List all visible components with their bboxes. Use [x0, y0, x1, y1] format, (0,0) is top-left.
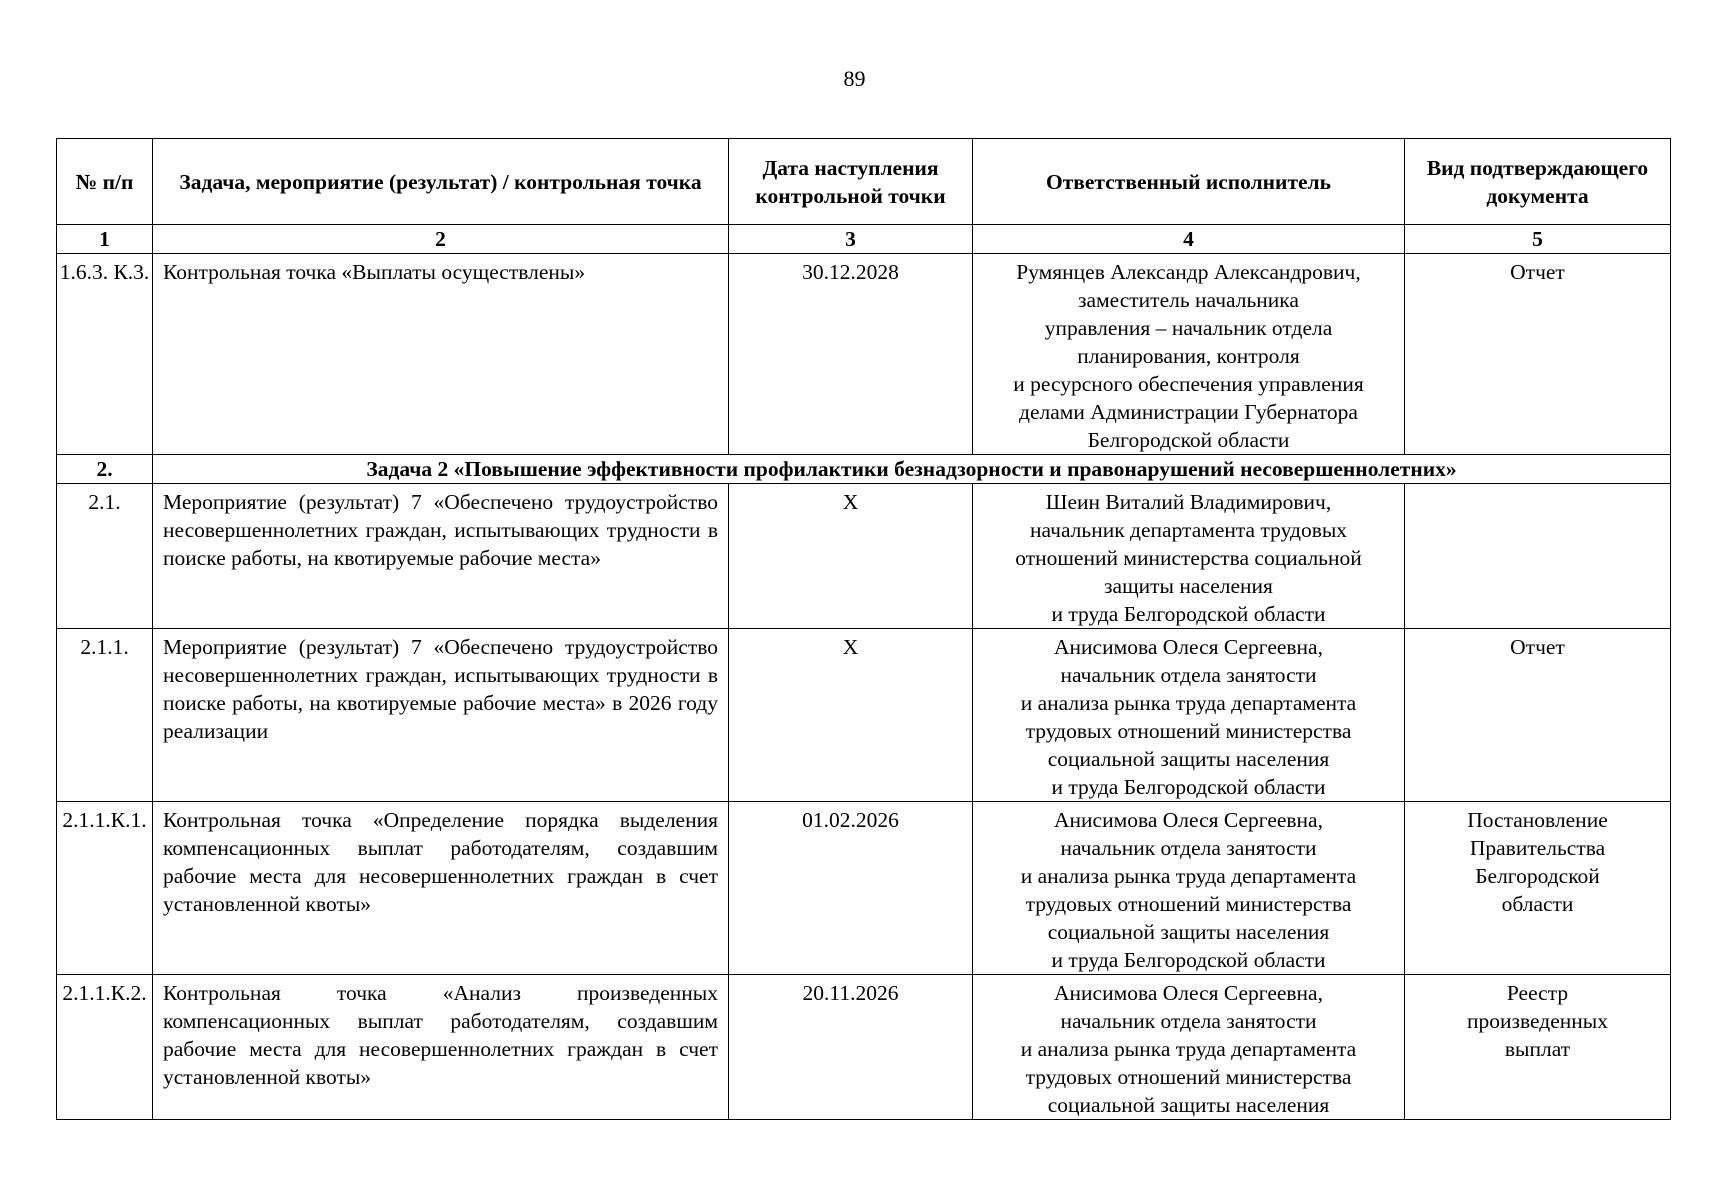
- table-row: [57, 484, 1671, 629]
- task-row: [57, 455, 1671, 484]
- row-doc-type: Отчет: [1405, 254, 1671, 455]
- row-task: Мероприятие (результат) 7 «Обеспечено трудоустройство несовершеннолетних граждан, испытывающих трудности в поиске работы, на квотируемые рабочие места»: [153, 484, 729, 629]
- row-executor: Анисимова Олеся Сергеевна, начальник отдела занятости и анализа рынка труда департамента трудовых отношений министерства социальной защиты населения и труда Белгородской области: [973, 629, 1405, 802]
- row-doc-type: Реестр произведенных выплат: [1405, 975, 1671, 1120]
- row-task: Мероприятие (результат) 7 «Обеспечено трудоустройство несовершеннолетних граждан, испытывающих трудности в поиске работы, на квотируемые рабочие места» в 2026 году реализации: [153, 629, 729, 802]
- control-points-table: [56, 138, 1671, 1120]
- column-number: 1: [57, 225, 153, 254]
- row-executor: Анисимова Олеся Сергеевна, начальник отдела занятости и анализа рынка труда департамента трудовых отношений министерства социальной защиты населения: [973, 975, 1405, 1120]
- table-row: [57, 802, 1671, 975]
- row-date: 20.11.2026: [729, 975, 973, 1120]
- row-doc-type: Отчет: [1405, 629, 1671, 802]
- header-doc-type: Вид подтверждающего документа: [1405, 139, 1671, 225]
- column-number: 5: [1405, 225, 1671, 254]
- header-date: Дата наступления контрольной точки: [729, 139, 973, 225]
- row-date: 01.02.2026: [729, 802, 973, 975]
- row-executor: Анисимова Олеся Сергеевна, начальник отдела занятости и анализа рынка труда департамента трудовых отношений министерства социальной защиты населения и труда Белгородской области: [973, 802, 1405, 975]
- table-row: [57, 629, 1671, 802]
- row-executor: Румянцев Александр Александрович, заместитель начальника управления – начальник отдела планирования, контроля и ресурсного обеспечения управления делами Администрации Губернатора Белгородской области: [973, 254, 1405, 455]
- row-number: 2.1.: [57, 484, 153, 629]
- column-number: 2: [153, 225, 729, 254]
- row-task: Контрольная точка «Определение порядка выделения компенсационных выплат работодателям, создавшим рабочие места для несовершеннолетних граждан в счет установленной квоты»: [153, 802, 729, 975]
- task-title: Задача 2 «Повышение эффективности профилактики безнадзорности и правонарушений несовершеннолетних»: [153, 455, 1671, 484]
- row-date: Х: [729, 484, 973, 629]
- row-number: 2.1.1.К.2.: [57, 975, 153, 1120]
- header-executor: Ответственный исполнитель: [973, 139, 1405, 225]
- row-number: 1.6.3. К.3.: [57, 254, 153, 455]
- header-task: Задача, мероприятие (результат) / контрольная точка: [153, 139, 729, 225]
- header-row: [57, 139, 1671, 225]
- column-number: 3: [729, 225, 973, 254]
- row-number: 2.1.1.К.1.: [57, 802, 153, 975]
- row-task: Контрольная точка «Анализ произведенных компенсационных выплат работодателям, создавшим рабочие места для несовершеннолетних граждан в счет установленной квоты»: [153, 975, 729, 1120]
- table-row: [57, 975, 1671, 1120]
- row-doc-type: [1405, 484, 1671, 629]
- page-number: 89: [843, 66, 866, 91]
- header-num: № п/п: [57, 139, 153, 225]
- row-task: Контрольная точка «Выплаты осуществлены»: [153, 254, 729, 455]
- row-date: 30.12.2028: [729, 254, 973, 455]
- row-date: Х: [729, 629, 973, 802]
- row-executor: Шеин Виталий Владимирович, начальник департамента трудовых отношений министерства социальной защиты населения и труда Белгородской области: [973, 484, 1405, 629]
- column-number: 4: [973, 225, 1405, 254]
- task-number: 2.: [57, 455, 153, 484]
- table-row: [57, 254, 1671, 455]
- row-number: 2.1.1.: [57, 629, 153, 802]
- column-number-row: [57, 225, 1671, 254]
- row-doc-type: Постановление Правительства Белгородской области: [1405, 802, 1671, 975]
